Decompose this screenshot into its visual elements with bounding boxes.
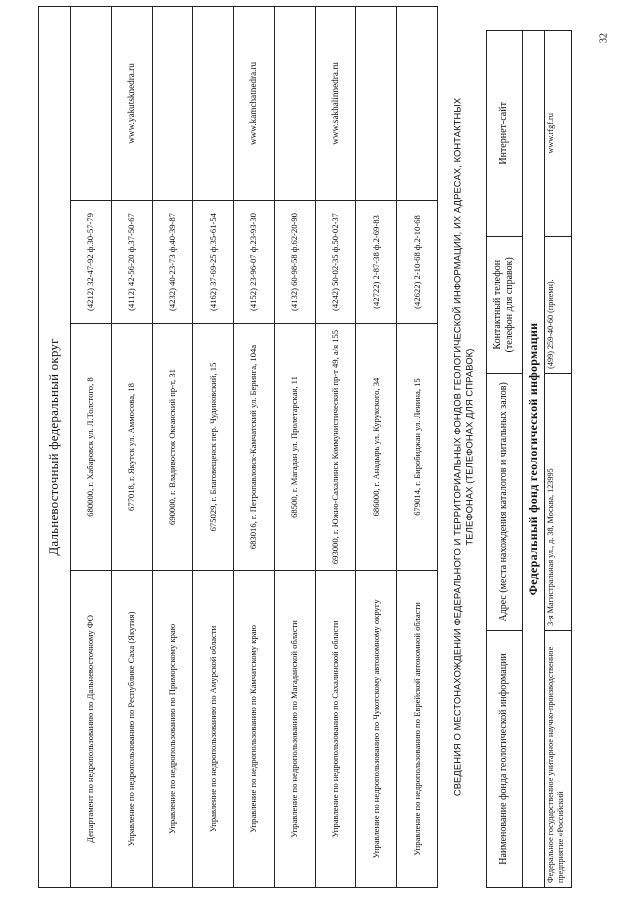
office-address: 680000, г. Хабаровск ул. Л.Толстого, 8 bbox=[70, 324, 111, 571]
office-address: 693000, г. Южно-Сахалинск Коммунистический пр-т 49, а/я 155 bbox=[315, 324, 356, 571]
table-row bbox=[193, 7, 234, 888]
office-name: Департамент по недропользованию по Дальневосточному ФО bbox=[70, 570, 111, 887]
fund-website[interactable]: www.rfgf.ru bbox=[544, 31, 571, 237]
table-row bbox=[152, 7, 193, 888]
region-title: Дальневосточный федеральный округ bbox=[39, 7, 71, 888]
fund-name: Федеральное государственное унитарное научно-производственное предприятие «Российский bbox=[544, 630, 571, 887]
office-website bbox=[397, 7, 438, 201]
office-name: Управление по недропользованию по Чукотскому автономному округу bbox=[356, 570, 397, 887]
heading-line-2: ТЕЛЕФОНАХ (ТЕЛЕФОНАХ ДЛЯ СПРАВОК) bbox=[463, 348, 474, 546]
office-phone: (4162) 37-69-25 ф.35-61-54 bbox=[193, 200, 234, 323]
office-phone: (4152) 23-96-07 ф.23-93-30 bbox=[234, 200, 275, 323]
funds-table bbox=[486, 30, 572, 888]
table-row bbox=[315, 7, 356, 888]
funds-header-row bbox=[487, 31, 523, 888]
office-address: 677018, г. Якутск ул. Аммосова, 18 bbox=[111, 324, 152, 571]
regional-offices-table bbox=[38, 6, 438, 888]
office-name: Управление по недропользованию по Еврейской автономной области bbox=[397, 570, 438, 887]
header-fund-name: Наименование фонда геологической информации bbox=[487, 630, 523, 887]
office-phone: (42622) 2-10-68 ф.2-10-68 bbox=[397, 200, 438, 323]
office-website[interactable]: www.kamchatnedra.ru bbox=[234, 7, 275, 201]
header-website: Интернет-сайт bbox=[487, 31, 523, 237]
office-name: Управление по недропользованию по Амурской области bbox=[193, 570, 234, 887]
office-phone: (4112) 42-56-20 ф.37-50-67 bbox=[111, 200, 152, 323]
table-row bbox=[70, 7, 111, 888]
table-row bbox=[356, 7, 397, 888]
office-name: Управление по недропользованию по Республике Саха (Якутия) bbox=[111, 570, 152, 887]
office-website[interactable]: www.yakutsknedra.ru bbox=[111, 7, 152, 201]
page-number bbox=[594, 28, 614, 48]
fund-address: 3-я Магистральная ул., д. 38, Москва, 123995 bbox=[544, 373, 571, 630]
section-heading bbox=[452, 6, 474, 888]
table-row bbox=[274, 7, 315, 888]
office-website bbox=[193, 7, 234, 201]
federal-fund-label-row bbox=[522, 31, 544, 888]
office-address: 675029, г. Благовещенск пер. Чудиновский, 15 bbox=[193, 324, 234, 571]
office-website bbox=[70, 7, 111, 201]
table-row bbox=[234, 7, 275, 888]
office-website bbox=[274, 7, 315, 201]
office-address: 686000, г. Анадырь ул. Курукского, 34 bbox=[356, 324, 397, 571]
office-website bbox=[152, 7, 193, 201]
federal-fund-label: Федеральный фонд геологической информации bbox=[522, 31, 544, 888]
office-name: Управление по недропользованию по Магаданской области bbox=[274, 570, 315, 887]
office-phone: (4232) 40-23-73 ф.40-39-87 bbox=[152, 200, 193, 323]
heading-line-1: СВЕДЕНИЯ О МЕСТОНАХОЖДЕНИИ ФЕДЕРАЛЬНОГО И ТЕРРИТОРИАЛЬНЫХ ФОНДОВ ГЕОЛОГИЧЕСКОЙ ИНФОРМАЦИИ, ИХ АДРЕСАХ, КОНТАКТНЫХ bbox=[451, 97, 463, 797]
header-phone: Контактный телефон (телефон для справок) bbox=[487, 236, 523, 373]
office-name: Управление по недропользованию по Сахалинской области bbox=[315, 570, 356, 887]
page-number-text: 32 bbox=[598, 33, 610, 43]
office-phone: (4242) 50-02-35 ф.50-02-37 bbox=[315, 200, 356, 323]
office-name: Управление по недропользованию по Камчатскому краю bbox=[234, 570, 275, 887]
table-row bbox=[544, 31, 571, 888]
office-name: Управление по недропользованию по Приморскому краю bbox=[152, 570, 193, 887]
office-phone: (4212) 32-47-92 ф.30-57-79 bbox=[70, 200, 111, 323]
office-address: 679014, г. Биробиджан ул. Ленина, 15 bbox=[397, 324, 438, 571]
funds-table-wrapper bbox=[486, 30, 572, 888]
office-website[interactable]: www.sakhalinnedra.ru bbox=[315, 7, 356, 201]
table-row bbox=[397, 7, 438, 888]
regional-offices-table-wrapper bbox=[38, 6, 438, 888]
office-phone: (4132) 60-98-58 ф.62-20-90 bbox=[274, 200, 315, 323]
office-phone: (42722) 2-87-38 ф.2-69-83 bbox=[356, 200, 397, 323]
office-address: 68500, г. Магадан ул. Пролетарская, 11 bbox=[274, 324, 315, 571]
office-address: 690000, г. Владивосток Океанский пр-т, 31 bbox=[152, 324, 193, 571]
table-row bbox=[111, 7, 152, 888]
office-website bbox=[356, 7, 397, 201]
fund-phone: (499) 259-40-60 (приемн). bbox=[544, 236, 571, 373]
office-address: 683016, г. Петропавловск-Камчатский ул. Беринга, 104а bbox=[234, 324, 275, 571]
header-address: Адрес (места нахождения каталогов и читальных залов) bbox=[487, 373, 523, 630]
